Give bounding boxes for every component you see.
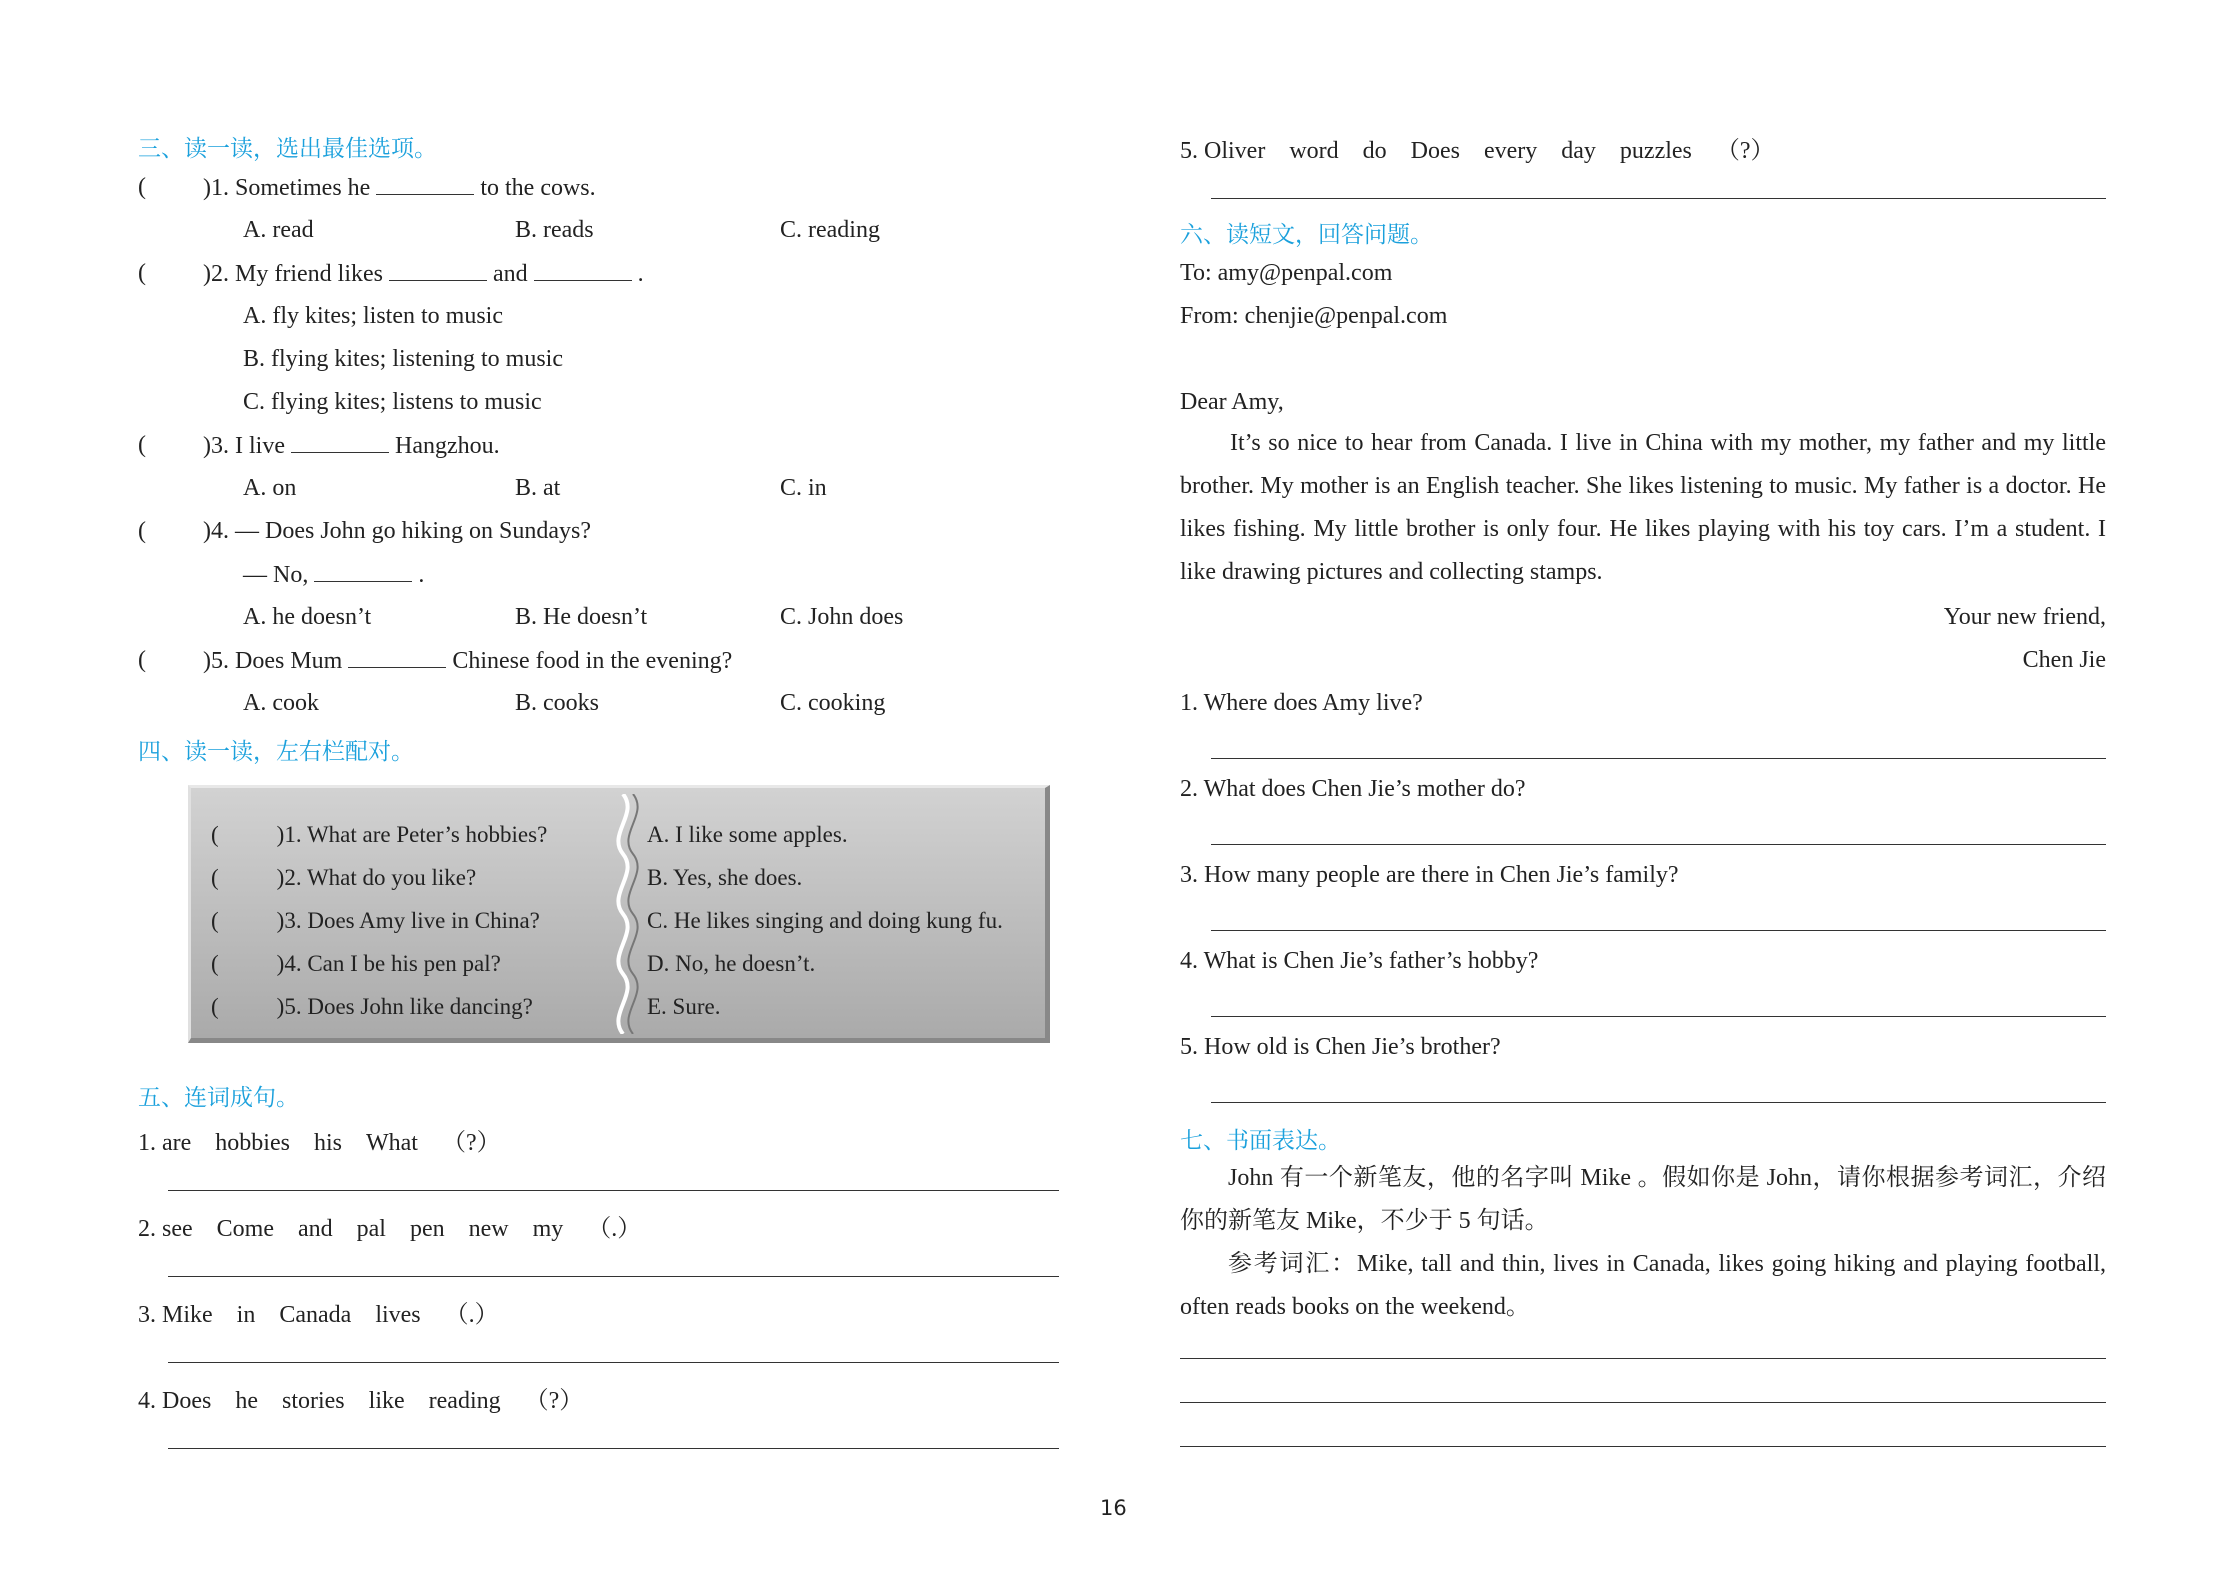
item-number: )2. xyxy=(276,865,302,890)
q5-option-b: B. cooks xyxy=(515,690,599,716)
section4-heading: 四、读一读，左右栏配对。 xyxy=(138,739,414,765)
item-number: 4. xyxy=(138,1388,156,1414)
q5-number: )5. xyxy=(203,648,229,674)
writing-reference: 参考词汇：Mike, tall and thin, lives in Canada, likes going hiking and playing football, often reads books on the weekend。 xyxy=(1180,1251,2106,1320)
answer-blank[interactable] xyxy=(534,260,632,281)
word: his xyxy=(313,1130,342,1156)
word: every xyxy=(1483,138,1538,164)
word: Come xyxy=(216,1216,274,1242)
page-number: 16 xyxy=(1100,1496,1127,1520)
writing-line[interactable] xyxy=(1180,1358,2106,1359)
word: are xyxy=(162,1130,192,1156)
item-text: What do you like? xyxy=(306,865,477,890)
q2-option-a: A. fly kites; listen to music xyxy=(243,303,503,329)
answer-paren: ( xyxy=(138,174,146,200)
q2-text-mid: and xyxy=(492,261,528,287)
word: pal xyxy=(356,1216,386,1242)
word: reading xyxy=(428,1388,501,1414)
match-left-item xyxy=(211,822,547,848)
letter-body: It’s so nice to hear from Canada. I live in China with my mother, my father and my little brother. My mother is an English teacher. She likes listening to music. My father is a doctor. He likes fishing. My little brother is only four. He likes playing with his toy cars. I’m a student. I like drawing pictures and collecting stamps. xyxy=(1180,430,2106,585)
answer-line[interactable] xyxy=(1211,758,2106,759)
word: he xyxy=(235,1388,258,1414)
reorder-item-1 xyxy=(138,1122,525,1157)
question-number xyxy=(203,174,596,202)
answer-paren: ( xyxy=(211,865,219,890)
section7-heading: 七、书面表达。 xyxy=(1180,1128,1341,1154)
reorder-item-4 xyxy=(138,1380,607,1415)
section5-heading: 五、连词成句。 xyxy=(138,1085,299,1111)
answer-blank[interactable] xyxy=(389,260,487,281)
word: day xyxy=(1561,138,1596,164)
word: do xyxy=(1362,138,1387,164)
question-2 xyxy=(203,260,644,288)
item-number: )4. xyxy=(276,951,302,976)
item-number: )1. xyxy=(276,822,302,847)
reorder-item-2 xyxy=(138,1208,665,1243)
word: word xyxy=(1289,138,1339,164)
answer-line[interactable] xyxy=(1211,844,2106,845)
question-5 xyxy=(203,647,732,675)
q4-option-b: B. He doesn’t xyxy=(515,604,648,630)
word: hobbies xyxy=(215,1130,290,1156)
match-right-item: A. I like some apples. xyxy=(647,822,848,847)
word: Does xyxy=(1410,138,1460,164)
scroll-divider-icon xyxy=(613,794,643,1034)
item-text: What are Peter’s hobbies? xyxy=(306,822,548,847)
answer-line[interactable] xyxy=(1211,930,2106,931)
q5-option-c: C. cooking xyxy=(780,690,886,716)
q5-text-pre: Does Mum xyxy=(235,648,343,674)
item-text: Can I be his pen pal? xyxy=(307,951,501,976)
q4-line2 xyxy=(243,561,424,589)
q2-option-c: C. flying kites; listens to music xyxy=(243,389,542,415)
word: Mike xyxy=(162,1302,213,1328)
punctuation: （?） xyxy=(524,1388,584,1414)
section6-heading: 六、读短文，回答问题。 xyxy=(1180,222,1433,248)
reading-question-3: 3. How many people are there in Chen Jie’s family? xyxy=(1180,862,1679,888)
word: in xyxy=(236,1302,256,1328)
q3-option-a: A. on xyxy=(243,475,297,501)
match-left-item xyxy=(211,994,533,1020)
word: pen xyxy=(409,1216,445,1242)
q1-number: )1. xyxy=(203,175,229,201)
punctuation: （.） xyxy=(587,1216,642,1242)
q4-line1: — Does John go hiking on Sundays? xyxy=(235,518,591,544)
answer-paren: ( xyxy=(211,951,219,976)
q3-option-c: C. in xyxy=(780,475,827,501)
q4-option-c: C. John does xyxy=(780,604,904,630)
q3-option-b: B. at xyxy=(515,475,561,501)
word: see xyxy=(162,1216,193,1242)
reorder-item-3 xyxy=(138,1294,523,1329)
q5-text-post: Chinese food in the evening? xyxy=(452,648,733,674)
word: like xyxy=(368,1388,405,1414)
answer-line[interactable] xyxy=(168,1362,1059,1363)
reading-question-1: 1. Where does Amy live? xyxy=(1180,690,1423,716)
item-number: 1. xyxy=(138,1130,156,1156)
item-number: 3. xyxy=(138,1302,156,1328)
q2-text-pre: My friend likes xyxy=(235,261,383,287)
q1-option-b: B. reads xyxy=(515,217,594,243)
reading-question-5: 5. How old is Chen Jie’s brother? xyxy=(1180,1034,1501,1060)
q3-number: )3. xyxy=(203,433,229,459)
answer-line[interactable] xyxy=(1211,1102,2106,1103)
punctuation: （.） xyxy=(444,1302,499,1328)
word: puzzles xyxy=(1619,138,1692,164)
answer-line[interactable] xyxy=(1211,1016,2106,1017)
q4-line2-pre: — No, xyxy=(243,562,309,588)
word: Canada xyxy=(279,1302,352,1328)
answer-paren: ( xyxy=(138,518,146,544)
item-number: 2. xyxy=(138,1216,156,1242)
question-3 xyxy=(203,432,500,460)
item-number: )5. xyxy=(276,994,302,1019)
punctuation: （?） xyxy=(441,1130,501,1156)
q4-number: )4. xyxy=(203,518,229,544)
letter-greeting: Dear Amy, xyxy=(1180,389,1284,415)
q2-number: )2. xyxy=(203,261,229,287)
match-left-item xyxy=(211,951,501,977)
item-text: Does Amy live in China? xyxy=(307,908,540,933)
q2-text-post: . xyxy=(637,261,644,287)
word: new xyxy=(468,1216,509,1242)
answer-line[interactable] xyxy=(168,1190,1059,1191)
writing-line[interactable] xyxy=(1180,1446,2106,1447)
q2-option-b: B. flying kites; listening to music xyxy=(243,346,563,372)
item-number: )3. xyxy=(276,908,302,933)
answer-blank[interactable] xyxy=(348,647,446,668)
answer-paren: ( xyxy=(211,994,219,1019)
question-4 xyxy=(203,518,591,545)
word: my xyxy=(532,1216,564,1242)
match-right-item: B. Yes, she does. xyxy=(647,865,803,890)
q3-text-post: Hangzhou. xyxy=(394,433,500,459)
punctuation: （?） xyxy=(1715,138,1775,164)
q3-text-pre: I live xyxy=(235,433,285,459)
match-right-item: D. No, he doesn’t. xyxy=(647,951,816,976)
reading-question-4: 4. What is Chen Jie’s father’s hobby? xyxy=(1180,948,1539,974)
matching-panel xyxy=(188,785,1050,1043)
q4-line2-post: . xyxy=(418,562,425,588)
word: Oliver xyxy=(1204,138,1266,164)
item-number: 5. xyxy=(1180,138,1198,164)
q4-option-a: A. he doesn’t xyxy=(243,604,372,630)
match-left-item xyxy=(211,865,476,891)
section3-heading: 三、读一读，选出最佳选项。 xyxy=(138,136,437,162)
q1-option-c: C. reading xyxy=(780,217,880,243)
word: lives xyxy=(375,1302,421,1328)
answer-line[interactable] xyxy=(168,1276,1059,1277)
email-from: From: chenjie@penpal.com xyxy=(1180,303,1448,329)
answer-paren: ( xyxy=(138,647,146,673)
match-left-item xyxy=(211,908,540,934)
answer-paren: ( xyxy=(138,260,146,286)
writing-prompt: John 有一个新笔友，他的名字叫 Mike 。假如你是 John，请你根据参考词汇，介绍你的新笔友 Mike，不少于 5 句话。 xyxy=(1180,1165,2106,1234)
letter-closing: Your new friend, xyxy=(1943,604,2106,630)
answer-paren: ( xyxy=(211,908,219,933)
reorder-item-5 xyxy=(1180,130,1799,165)
answer-line[interactable] xyxy=(1211,198,2106,199)
letter-signature: Chen Jie xyxy=(2022,647,2106,673)
answer-paren: ( xyxy=(138,432,146,458)
item-text: Does John like dancing? xyxy=(307,994,533,1019)
match-right-item: C. He likes singing and doing kung fu. xyxy=(647,908,1003,933)
word: What xyxy=(365,1130,418,1156)
answer-blank[interactable] xyxy=(314,561,412,582)
email-to: To: amy@penpal.com xyxy=(1180,260,1393,286)
answer-blank[interactable] xyxy=(291,432,389,453)
reading-question-2: 2. What does Chen Jie’s mother do? xyxy=(1180,776,1526,802)
q1-text-post: to the cows. xyxy=(480,175,596,201)
answer-blank[interactable] xyxy=(376,174,474,195)
writing-line[interactable] xyxy=(1180,1402,2106,1403)
q1-option-a: A. read xyxy=(243,217,314,243)
word: Does xyxy=(162,1388,212,1414)
q1-text-pre: Sometimes he xyxy=(235,175,371,201)
q5-option-a: A. cook xyxy=(243,690,319,716)
answer-paren: ( xyxy=(211,822,219,847)
answer-line[interactable] xyxy=(168,1448,1059,1449)
word: stories xyxy=(281,1388,345,1414)
word: and xyxy=(297,1216,333,1242)
match-right-item: E. Sure. xyxy=(647,994,721,1019)
